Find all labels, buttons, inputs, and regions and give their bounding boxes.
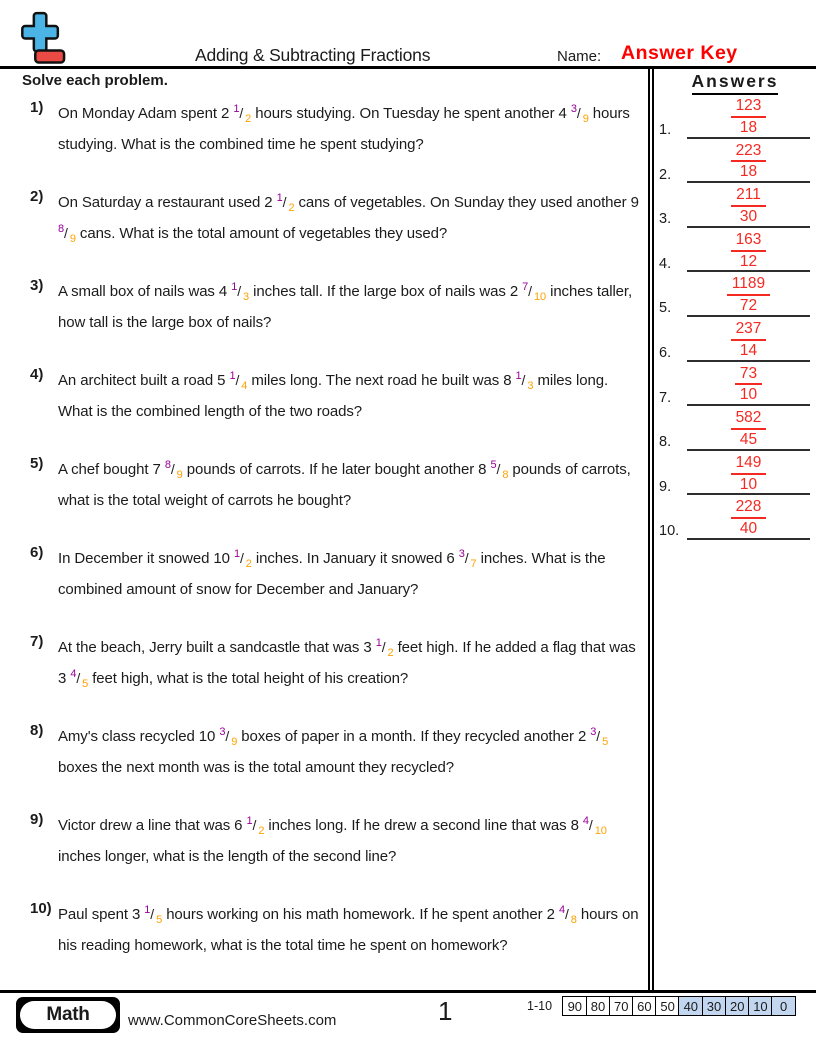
answer-fraction-numerator: 149 [731, 454, 767, 475]
fraction-denominator: 4 [241, 380, 248, 392]
page-title: Adding & Subtracting Fractions [195, 45, 431, 65]
answer-blank-line [687, 275, 810, 317]
fraction-slash: / [237, 283, 242, 299]
answer-fraction [731, 231, 767, 271]
inline-fraction [233, 103, 252, 125]
problem-text-segment: feet high, what is the total height of his creation? [88, 670, 409, 687]
fraction-denominator: 2 [245, 558, 252, 570]
score-cell: 30 [702, 996, 727, 1016]
fraction-slash: / [76, 670, 81, 686]
problem-text-segment: inches tall. If the large box of nails was 2 [249, 283, 523, 300]
problem-item [0, 633, 650, 722]
answer-fraction-numerator: 223 [731, 142, 767, 163]
problem-number: 2) [30, 188, 44, 205]
problems-list [0, 99, 650, 989]
answer-fraction-numerator: 228 [731, 498, 767, 519]
score-table [564, 996, 796, 1016]
fraction-numerator: 1 [229, 370, 236, 382]
fraction-numerator: 3 [570, 103, 577, 115]
fraction-numerator: 1 [231, 281, 238, 293]
header-divider [0, 66, 816, 69]
problem-text [58, 633, 644, 695]
answer-fraction-denominator: 10 [739, 386, 758, 404]
answer-number: 4. [659, 255, 672, 272]
answer-row [656, 272, 814, 317]
problem-text-segment: In December it snowed 10 [58, 550, 234, 567]
problem-text [58, 277, 644, 337]
answers-heading-wrap [660, 71, 810, 95]
answer-row [656, 495, 814, 540]
answer-fraction [735, 365, 762, 405]
problem-text-segment: inches. What is the combined amount of snow for December and January? [58, 550, 606, 598]
answer-row [656, 406, 814, 451]
answer-key-text: Answer Key [621, 42, 738, 64]
answer-blank-line [687, 320, 810, 362]
answer-fraction-numerator: 211 [731, 186, 766, 207]
fraction-slash: / [225, 728, 230, 744]
inline-fraction [375, 637, 394, 659]
fraction-denominator: 2 [387, 647, 394, 659]
fraction-slash: / [64, 225, 68, 241]
answer-fraction-denominator: 72 [739, 297, 758, 315]
fraction-slash: / [588, 817, 593, 833]
fraction-numerator: 4 [582, 815, 589, 827]
fraction-numerator: 1 [233, 103, 240, 115]
problem-text-segment: hours on his reading homework, what is the total time he spent on homework? [58, 906, 639, 954]
answer-blank-line [687, 186, 810, 228]
answer-number: 2. [659, 166, 672, 183]
answer-fraction-numerator: 237 [731, 320, 767, 341]
answer-fraction-numerator: 163 [731, 231, 767, 252]
inline-fraction [231, 281, 250, 303]
score-cell: 10 [748, 996, 773, 1016]
answers-heading: Answers [692, 71, 779, 95]
fraction-denominator: 3 [527, 380, 534, 392]
answer-number: 8. [659, 434, 672, 451]
answer-fraction [731, 142, 767, 182]
problem-text-segment: Victor drew a line that was 6 [58, 817, 247, 834]
fraction-numerator: 8 [58, 223, 65, 235]
problem-number: 7) [30, 633, 44, 650]
instructions: Solve each problem. [22, 72, 168, 89]
website-url: www.CommonCoreSheets.com [128, 1012, 337, 1029]
problem-text-segment: miles long. What is the combined length of the two roads? [58, 372, 609, 420]
answers-separator [648, 67, 654, 990]
problem-number: 6) [30, 544, 44, 561]
problem-text-segment: inches long. If he drew a second line that was 8 [264, 817, 583, 834]
answer-number: 7. [659, 389, 672, 406]
fraction-numerator: 4 [558, 904, 565, 916]
fraction-denominator: 10 [594, 825, 607, 837]
problem-text-segment: feet high. If he added a flag that was 3 [58, 639, 636, 687]
fraction-numerator: 3 [458, 548, 465, 560]
answer-number: 3. [659, 211, 672, 228]
fraction-numerator: 1 [233, 548, 240, 560]
answer-fraction-denominator: 18 [739, 163, 758, 181]
inline-fraction [246, 815, 265, 837]
answer-fraction [731, 320, 767, 360]
fraction-numerator: 1 [246, 815, 253, 827]
answer-blank-line [687, 142, 810, 184]
problem-text-segment: boxes of paper in a month. If they recycled another 2 [237, 728, 591, 745]
fraction-slash: / [239, 105, 244, 121]
problem-text-segment: pounds of carrots. If he later bought another 8 [182, 461, 491, 478]
fraction-denominator: 5 [156, 914, 163, 926]
fraction-numerator: 1 [276, 192, 283, 204]
answer-row [656, 183, 814, 228]
fraction-slash: / [381, 639, 386, 655]
answer-fraction [731, 97, 767, 137]
fraction-denominator: 5 [602, 736, 609, 748]
fraction-slash: / [464, 550, 469, 566]
score-range-label: 1-10 [527, 999, 553, 1013]
inline-fraction [590, 726, 609, 748]
score-cell: 40 [678, 996, 703, 1016]
problem-text [58, 811, 644, 871]
answer-fraction-denominator: 14 [739, 341, 758, 359]
problem-text-segment: hours working on his math homework. If he spent another 2 [162, 906, 559, 923]
problem-number: 5) [30, 455, 44, 472]
fraction-slash: / [496, 461, 501, 477]
problem-text [58, 722, 644, 782]
problem-text-segment: Amy's class recycled 10 [58, 728, 220, 745]
problem-text-segment: On Saturday a restaurant used 2 [58, 194, 277, 211]
inline-fraction [164, 459, 183, 481]
inline-fraction [582, 815, 607, 837]
problem-text [58, 544, 644, 604]
problem-text-segment: hours studying. On Tuesday he spent another 4 [251, 105, 571, 122]
answer-row [656, 362, 814, 407]
fraction-slash: / [170, 461, 175, 477]
answer-row [656, 451, 814, 496]
fraction-numerator: 4 [70, 668, 77, 680]
fraction-numerator: 1 [515, 370, 522, 382]
fraction-slash: / [282, 194, 287, 210]
answer-row [656, 228, 814, 273]
fraction-slash: / [528, 283, 532, 299]
page-number: 1 [438, 996, 453, 1026]
fraction-denominator: 10 [533, 291, 547, 303]
problem-text [58, 900, 644, 960]
answer-fraction [731, 454, 767, 494]
answer-fraction-denominator: 12 [739, 252, 758, 270]
inline-fraction [515, 370, 534, 392]
fraction-slash: / [576, 105, 581, 121]
fraction-denominator: 2 [258, 825, 265, 837]
problem-text-segment: inches taller, how tall is the large box of nails? [58, 283, 633, 331]
subject-badge-pill [20, 1001, 116, 1029]
answer-blank-line [687, 231, 810, 273]
problem-text-segment: At the beach, Jerry built a sandcastle that was 3 [58, 639, 376, 656]
score-cell: 80 [586, 996, 611, 1016]
fraction-numerator: 8 [164, 459, 171, 471]
fraction-denominator: 9 [582, 113, 589, 125]
answer-row [656, 317, 814, 362]
name-label: Name: [557, 48, 602, 65]
answers-list [656, 94, 814, 540]
answer-fraction [731, 409, 767, 449]
problem-item [0, 99, 650, 188]
answer-fraction-denominator: 40 [739, 520, 758, 538]
inline-fraction [490, 459, 509, 481]
answer-number: 10. [659, 523, 680, 540]
fraction-denominator: 8 [502, 469, 509, 481]
answer-fraction-denominator: 45 [739, 430, 758, 448]
score-cell: 0 [771, 996, 796, 1016]
problem-text [58, 99, 644, 159]
answer-fraction-denominator: 18 [739, 118, 758, 136]
problem-item [0, 277, 650, 366]
answer-fraction-numerator: 1189 [727, 275, 770, 296]
problem-item [0, 900, 650, 989]
answer-number: 6. [659, 345, 672, 362]
fraction-slash: / [564, 906, 569, 922]
logo-minus-shape [35, 51, 64, 63]
answer-blank-line [687, 498, 810, 540]
problem-number: 3) [30, 277, 44, 294]
answer-number: 5. [659, 300, 672, 317]
answer-blank-line [687, 409, 810, 451]
problem-item [0, 455, 650, 544]
score-cell: 70 [609, 996, 634, 1016]
problem-text-segment: A chef bought 7 [58, 461, 165, 478]
answer-fraction-denominator: 10 [739, 475, 758, 493]
answer-fraction [727, 275, 770, 315]
inline-fraction [276, 192, 295, 214]
problem-text-segment: inches. In January it snowed 6 [251, 550, 459, 567]
fraction-numerator: 5 [490, 459, 497, 471]
fraction-numerator: 3 [590, 726, 597, 738]
fraction-slash: / [239, 550, 244, 566]
fraction-slash: / [235, 372, 240, 388]
problem-text-segment: Paul spent 3 [58, 906, 145, 923]
score-cell: 90 [562, 996, 587, 1016]
inline-fraction [522, 281, 547, 303]
fraction-numerator: 1 [375, 637, 382, 649]
problem-number: 4) [30, 366, 44, 383]
subject-label: Math [46, 1004, 90, 1025]
problem-text-segment: pounds of carrots, what is the total weight of carrots he bought? [58, 461, 631, 509]
problem-text [58, 455, 644, 515]
answer-fraction-denominator: 30 [739, 207, 758, 225]
problem-item [0, 811, 650, 900]
logo-plus-shape [22, 13, 58, 51]
fraction-denominator: 9 [69, 233, 76, 245]
fraction-denominator: 9 [176, 469, 183, 481]
score-cell: 50 [655, 996, 680, 1016]
subject-badge [16, 997, 120, 1033]
answer-number: 9. [659, 478, 672, 495]
inline-fraction [458, 548, 477, 570]
fraction-slash: / [521, 372, 526, 388]
fraction-numerator: 3 [219, 726, 226, 738]
plus-minus-logo-icon [18, 11, 66, 67]
problem-number: 8) [30, 722, 44, 739]
problem-text-segment: boxes the next month was is the total amount they recycled? [58, 759, 454, 776]
fraction-numerator: 7 [522, 281, 529, 293]
problem-item [0, 722, 650, 811]
fraction-denominator: 2 [245, 113, 252, 125]
inline-fraction [570, 103, 589, 125]
answer-fraction [731, 186, 766, 226]
inline-fraction [219, 726, 238, 748]
fraction-slash: / [596, 728, 601, 744]
problem-text [58, 366, 644, 426]
inline-fraction [70, 668, 89, 690]
inline-fraction [558, 904, 577, 926]
inline-fraction [144, 904, 163, 926]
answer-blank-line [687, 97, 810, 139]
answer-fraction-numerator: 73 [735, 365, 762, 386]
fraction-denominator: 7 [470, 558, 477, 570]
inline-fraction [58, 223, 76, 245]
answer-fraction [731, 498, 767, 538]
answer-row [656, 94, 814, 139]
fraction-denominator: 5 [82, 678, 89, 690]
fraction-denominator: 3 [243, 291, 250, 303]
problem-text-segment: cans. What is the total amount of vegetables they used? [75, 225, 448, 242]
fraction-slash: / [150, 906, 155, 922]
answer-fraction-numerator: 123 [731, 97, 767, 118]
problem-text-segment: miles long. The next road he built was 8 [247, 372, 516, 389]
fraction-denominator: 8 [570, 914, 577, 926]
answer-number: 1. [659, 122, 672, 139]
inline-fraction [229, 370, 248, 392]
problem-item [0, 544, 650, 633]
problem-item [0, 188, 650, 277]
footer-divider [0, 990, 816, 993]
inline-fraction [233, 548, 252, 570]
fraction-slash: / [252, 817, 257, 833]
fraction-denominator: 2 [288, 202, 295, 214]
problem-text-segment: inches longer, what is the length of the second line? [58, 848, 397, 865]
problem-text-segment: A small box of nails was 4 [58, 283, 232, 300]
fraction-numerator: 1 [144, 904, 151, 916]
problem-number: 9) [30, 811, 44, 828]
problem-text-segment: An architect built a road 5 [58, 372, 230, 389]
fraction-denominator: 9 [231, 736, 238, 748]
score-cell: 20 [725, 996, 750, 1016]
answer-row [656, 139, 814, 184]
problem-text-segment: cans of vegetables. On Sunday they used another 9 [294, 194, 639, 211]
problem-text-segment: hours studying. What is the combined time he spent studying? [58, 105, 630, 153]
problem-number: 1) [30, 99, 44, 116]
answer-blank-line [687, 365, 810, 407]
score-cell: 60 [632, 996, 657, 1016]
problem-item [0, 366, 650, 455]
answer-fraction-numerator: 582 [731, 409, 767, 430]
problem-text [58, 188, 644, 250]
answer-blank-line [687, 454, 810, 496]
problem-number: 10) [30, 900, 52, 917]
problem-text-segment: On Monday Adam spent 2 [58, 105, 234, 122]
